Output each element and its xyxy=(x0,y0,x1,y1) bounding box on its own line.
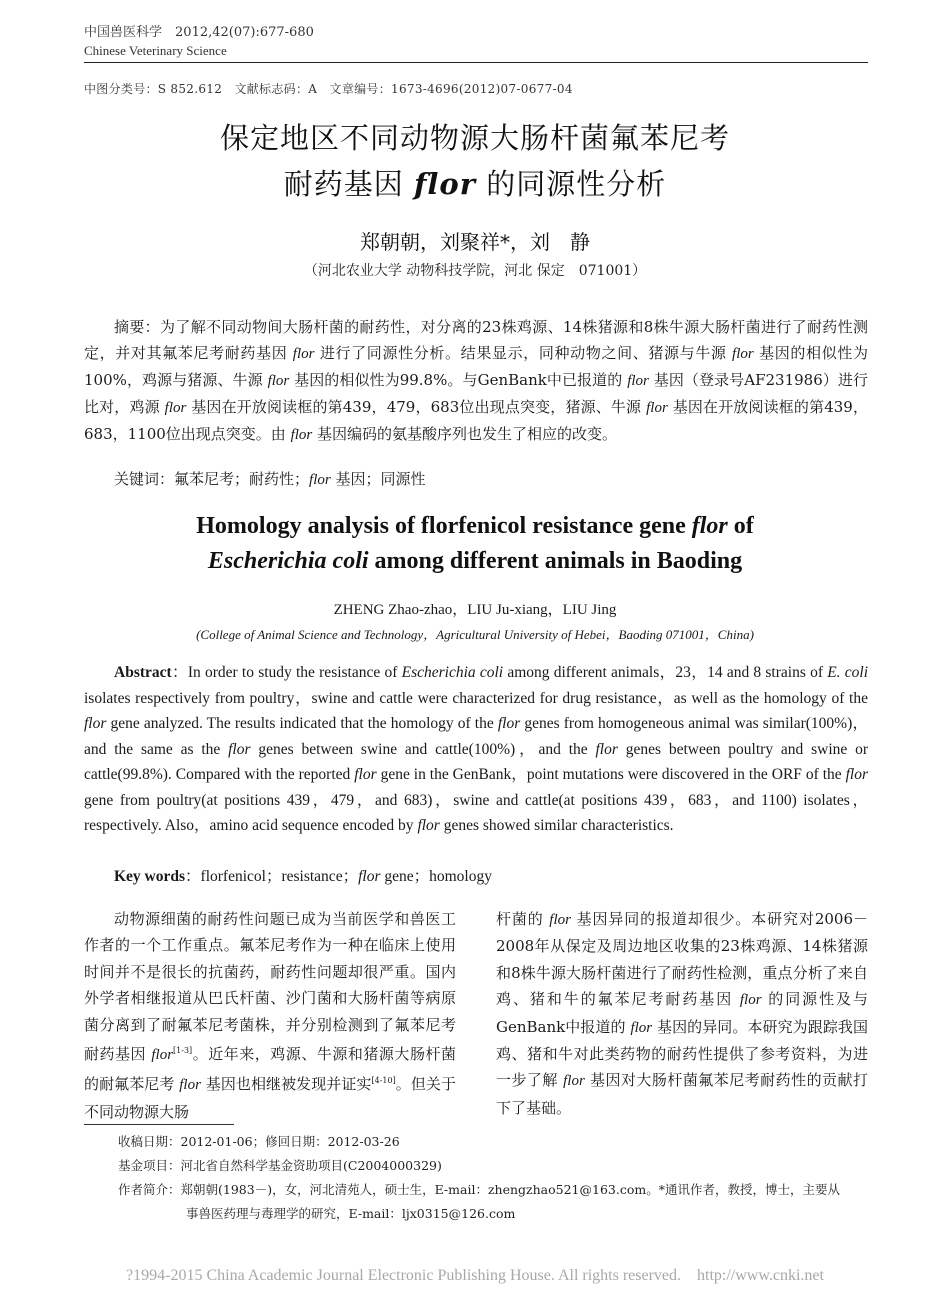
footnote-author-2: 事兽医药理与毒理学的研究，E-mail：ljx0315@126.com xyxy=(186,1206,516,1221)
body-column-left: 动物源细菌的耐药性问题已成为当前医学和兽医工作者的一个工作重点。氟苯尼考作为一种在临床上使用时间并不是很长的抗菌药，耐药性问题却很严重。国内外学者相继报道从巴氏杆菌、沙门菌和大肠杆菌等病原菌分离到了耐氟苯尼考菌株，并分别检测到了氟苯尼考耐药基因 flor[1-3]。近年来，鸡源、牛源和猪源大肠杆菌的耐氟苯尼考 flor 基因也相继被发现并证实[4-10]。但关于不同动物源大肠 xyxy=(84,910,456,1121)
abstract-en: Abstract：In order to study the resistance of Escherichia coli among different animals，23，14 and 8 strains of E. coli isolates respectively from poultry，swine and cattle were characterized for drug resistance，as well as the homology of the flor gene analyzed. The results indicated that the homology of the flor genes from homogeneous animal was similar(100%)，and the same as the flor genes between swine and cattle(100%)，and the flor genes between poultry and swine or cattle(99.8%). Compared with the reported flor gene in the GenBank，point mutations were discovered in the ORF of the flor gene from poultry(at positions 439，479，and 683)，swine and cattle(at positions 439，683，and 1100) isolates，respectively. Also，amino acid sequence encoded by flor genes showed similar characteristics. xyxy=(84,664,869,834)
body-column-right: 杆菌的 flor 基因异同的报道却很少。本研究对2006－2008年从保定及周边地区收集的23株鸡源、14株猪源和8株牛源大肠杆菌进行了耐药性检测，重点分析了来自鸡、猪和牛的氟苯尼考耐药基因 flor 的同源性及与GenBank中报道的 flor 基因的异同。本研究为跟踪我国鸡、猪和牛对此类药物的耐药性提供了参考资料，为进一步了解 flor 基因对大肠杆菌氟苯尼考耐药性的贡献打下了基础。 xyxy=(496,910,868,1117)
gene-name: flor xyxy=(413,167,477,201)
affiliation-en: (College of Animal Science and Technology，Agricultural University of Hebei，Baoding 071001，China) xyxy=(196,627,754,642)
footnote-fund: 基金项目：河北省自然科学基金资助项目(C2004000329) xyxy=(118,1158,442,1173)
header-rule xyxy=(84,62,868,63)
footnote-rule xyxy=(84,1124,234,1125)
keywords-cn: 关键词：氟苯尼考；耐药性；flor 基因；同源性 xyxy=(114,470,426,488)
journal-name-cn: 中国兽医科学 xyxy=(84,25,163,40)
authors-cn: 郑朝朝，刘聚祥*，刘 静 xyxy=(360,230,590,254)
classification-line: 中图分类号：S 852.612 文献标志码：A 文章编号：1673-4696(2012)07-0677-04 xyxy=(84,82,573,96)
affiliation-cn: （河北农业大学 动物科技学院，河北 保定 071001） xyxy=(303,263,647,279)
authors-en: ZHENG Zhao-zhao，LIU Ju-xiang，LIU Jing xyxy=(333,602,617,618)
footnote-received: 收稿日期：2012-01-06；修回日期：2012-03-26 xyxy=(118,1134,400,1149)
abstract-cn: 摘要：为了解不同动物间大肠杆菌的耐药性，对分离的23株鸡源、14株猪源和8株牛源大肠杆菌进行了耐药性测定，并对其氟苯尼考耐药基因 flor 进行了同源性分析。结果显示，同种动物之间、猪源与牛源 flor 基因的相似性为100%，鸡源与猪源、牛源 flor 基因的相似性为99.8%。与GenBank中已报道的 flor 基因（登录号AF231986）进行比对，鸡源 flor 基因在开放阅读框的第439，479，683位出现点突变，猪源、牛源 flor 基因在开放阅读框的第439，683，1100位出现点突变。由 flor 基因编码的氨基酸序列也发生了相应的改变。 xyxy=(84,318,868,443)
citation-ref: [4-10] xyxy=(371,1076,396,1086)
journal-name-en: Chinese Veterinary Science xyxy=(84,43,227,58)
footnote-author-1: 作者简介：郑朝朝(1983－)，女，河北清苑人，硕士生，E-mail：zhengzhao521@163.com。*通讯作者，教授，博士，主要从 xyxy=(118,1182,840,1197)
journal-citation: 2012,42(07):677-680 xyxy=(175,25,314,40)
title-cn-line2: 耐药基因 flor 的同源性分析 xyxy=(283,167,667,201)
keywords-en: Key words：florfenicol；resistance；flor gene；homology xyxy=(114,868,492,885)
title-cn-line1: 保定地区不同动物源大肠杆菌氟苯尼考 xyxy=(219,121,730,155)
journal-header xyxy=(84,24,314,60)
title-en-line2: Escherichia coli among different animals in Baoding xyxy=(207,548,743,574)
copyright-footer: ?1994-2015 China Academic Journal Electronic Publishing House. All rights reserved. http://www.cnki.net xyxy=(126,1267,824,1284)
citation-ref: [1-3] xyxy=(173,1046,193,1056)
title-en-line1: Homology analysis of florfenicol resistance gene flor of xyxy=(196,513,754,539)
